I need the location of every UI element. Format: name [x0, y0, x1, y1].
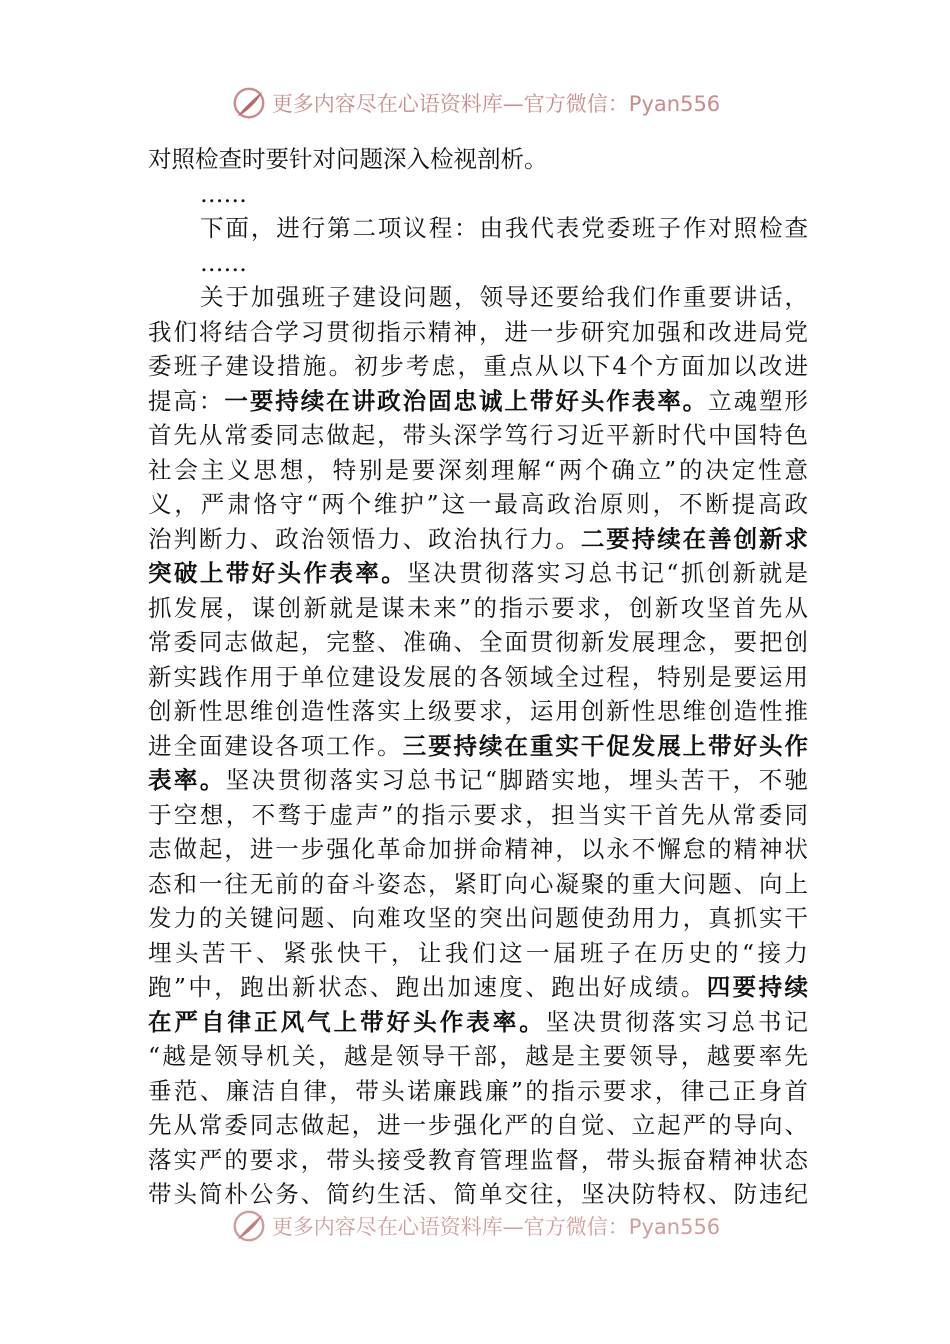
text-line: [148, 729, 808, 764]
text-line: 埋头苦干、紧张快干，让我们这一届班子在历史的“接力: [148, 938, 808, 967]
bold-heading-run: 一要持续在讲政治固忠诚上带好头作表率。: [224, 386, 709, 415]
footer-watermark: [0, 1206, 950, 1246]
watermark-text: 更多内容尽在心语资料库—官方微信：Pyan556: [271, 1215, 721, 1239]
ellipsis-line: ……: [200, 179, 247, 208]
text-run: 坚决贯彻落实习总书记: [545, 1007, 808, 1036]
text-line: 我们将结合学习贯彻指示精神，进一步研究加强和改进局党: [148, 317, 808, 346]
text-line: 带头简朴公务、简约生活、简单交往，坚决防特权、防违纪: [148, 1180, 808, 1208]
text-run: 立魂塑形: [708, 386, 808, 415]
quill-logo-icon: [230, 84, 268, 122]
text-line: [148, 763, 808, 798]
watermark-text: 更多内容尽在心语资料库—官方微信：Pyan556: [271, 92, 721, 116]
text-line: [148, 522, 808, 557]
text-line: 对照检查时要针对问题深入检视剖析。: [148, 145, 548, 173]
bold-heading-run: 四要持续: [706, 973, 808, 1001]
text-line: 发力的关键问题、向难攻坚的突出问题使劲用力，真抓实干: [148, 904, 808, 932]
text-line: 志做起，进一步强化革命加拼命精神，以永不懈怠的精神状: [148, 835, 808, 863]
text-line: [148, 384, 808, 419]
text-run: 跑”中，跑出新状态、跑出加速度、跑出好成绩。: [148, 973, 707, 1001]
ellipsis-line: ……: [200, 248, 247, 277]
text-line: [148, 970, 808, 1005]
text-line: 先从常委同志做起，进一步强化严的自觉、立起严的导向、: [148, 1111, 808, 1139]
text-line: 义，严肃恪守“两个维护”这一最高政治原则，不断提高政: [148, 490, 808, 518]
document-body: [148, 142, 808, 1212]
text-line: 垂范、廉洁自律，带头诺廉践廉”的指示要求，律己正身首: [148, 1076, 808, 1105]
bold-heading-run: 表率。: [148, 766, 226, 794]
text-line: 落实严的要求，带头接受教育管理监督，带头振奋精神状态: [148, 1145, 808, 1174]
text-line: 抓发展，谋创新就是谋未来”的指示要求，创新攻坚首先从: [148, 593, 808, 622]
paragraph-start-line: 关于加强班子建设问题，领导还要给我们作重要讲话，: [200, 283, 808, 311]
text-run: 坚决贯彻落实习总书记“抓创新就是: [407, 559, 808, 587]
text-line: 于空想，不骛于虚声”的指示要求，担当实干首先从常委同: [148, 800, 808, 829]
header-watermark: [0, 83, 950, 123]
quill-logo-icon: [230, 1207, 268, 1245]
text-line: 态和一往无前的奋斗姿态，紧盯向心凝聚的重大问题、向上: [148, 869, 808, 898]
bold-heading-run: 在严自律正风气上带好头作表率。: [148, 1007, 546, 1036]
bold-heading-run: 突破上带好头作表率。: [148, 559, 408, 587]
text-line: 委班子建设措施。初步考虑，重点从以下4个方面加以改进: [148, 352, 808, 380]
text-line: 新实践作用于单位建设发展的各领域全过程，特别是要运用: [148, 662, 808, 691]
text-run: 治判断力、政治领悟力、政治执行力。: [148, 524, 581, 553]
bold-heading-run: 二要持续在善创新求: [580, 524, 808, 553]
text-line: 下面，进行第二项议程：由我代表党委班子作对照检查: [200, 214, 808, 242]
text-line: [148, 556, 808, 591]
text-run: 进全面建设各项工作。: [148, 731, 403, 760]
text-line: 首先从常委同志做起，带头深学笃行习近平新时代中国特色: [148, 421, 808, 449]
text-line: 常委同志做起，完整、准确、全面贯彻新发展理念，要把创: [148, 628, 808, 656]
text-run: 提高：: [148, 386, 225, 415]
text-line: 社会主义思想，特别是要深刻理解“两个确立”的决定性意: [148, 455, 808, 484]
bold-heading-run: 三要持续在重实干促发展上带好头作: [402, 731, 808, 760]
text-line: 创新性思维创造性落实上级要求，运用创新性思维创造性推: [148, 697, 808, 725]
text-run: 坚决贯彻落实习总书记“脚踏实地，埋头苦干，不驰: [225, 766, 808, 794]
text-line: “越是领导机关，越是领导干部，越是主要领导，越要率先: [148, 1042, 808, 1070]
text-line: [148, 1005, 808, 1040]
